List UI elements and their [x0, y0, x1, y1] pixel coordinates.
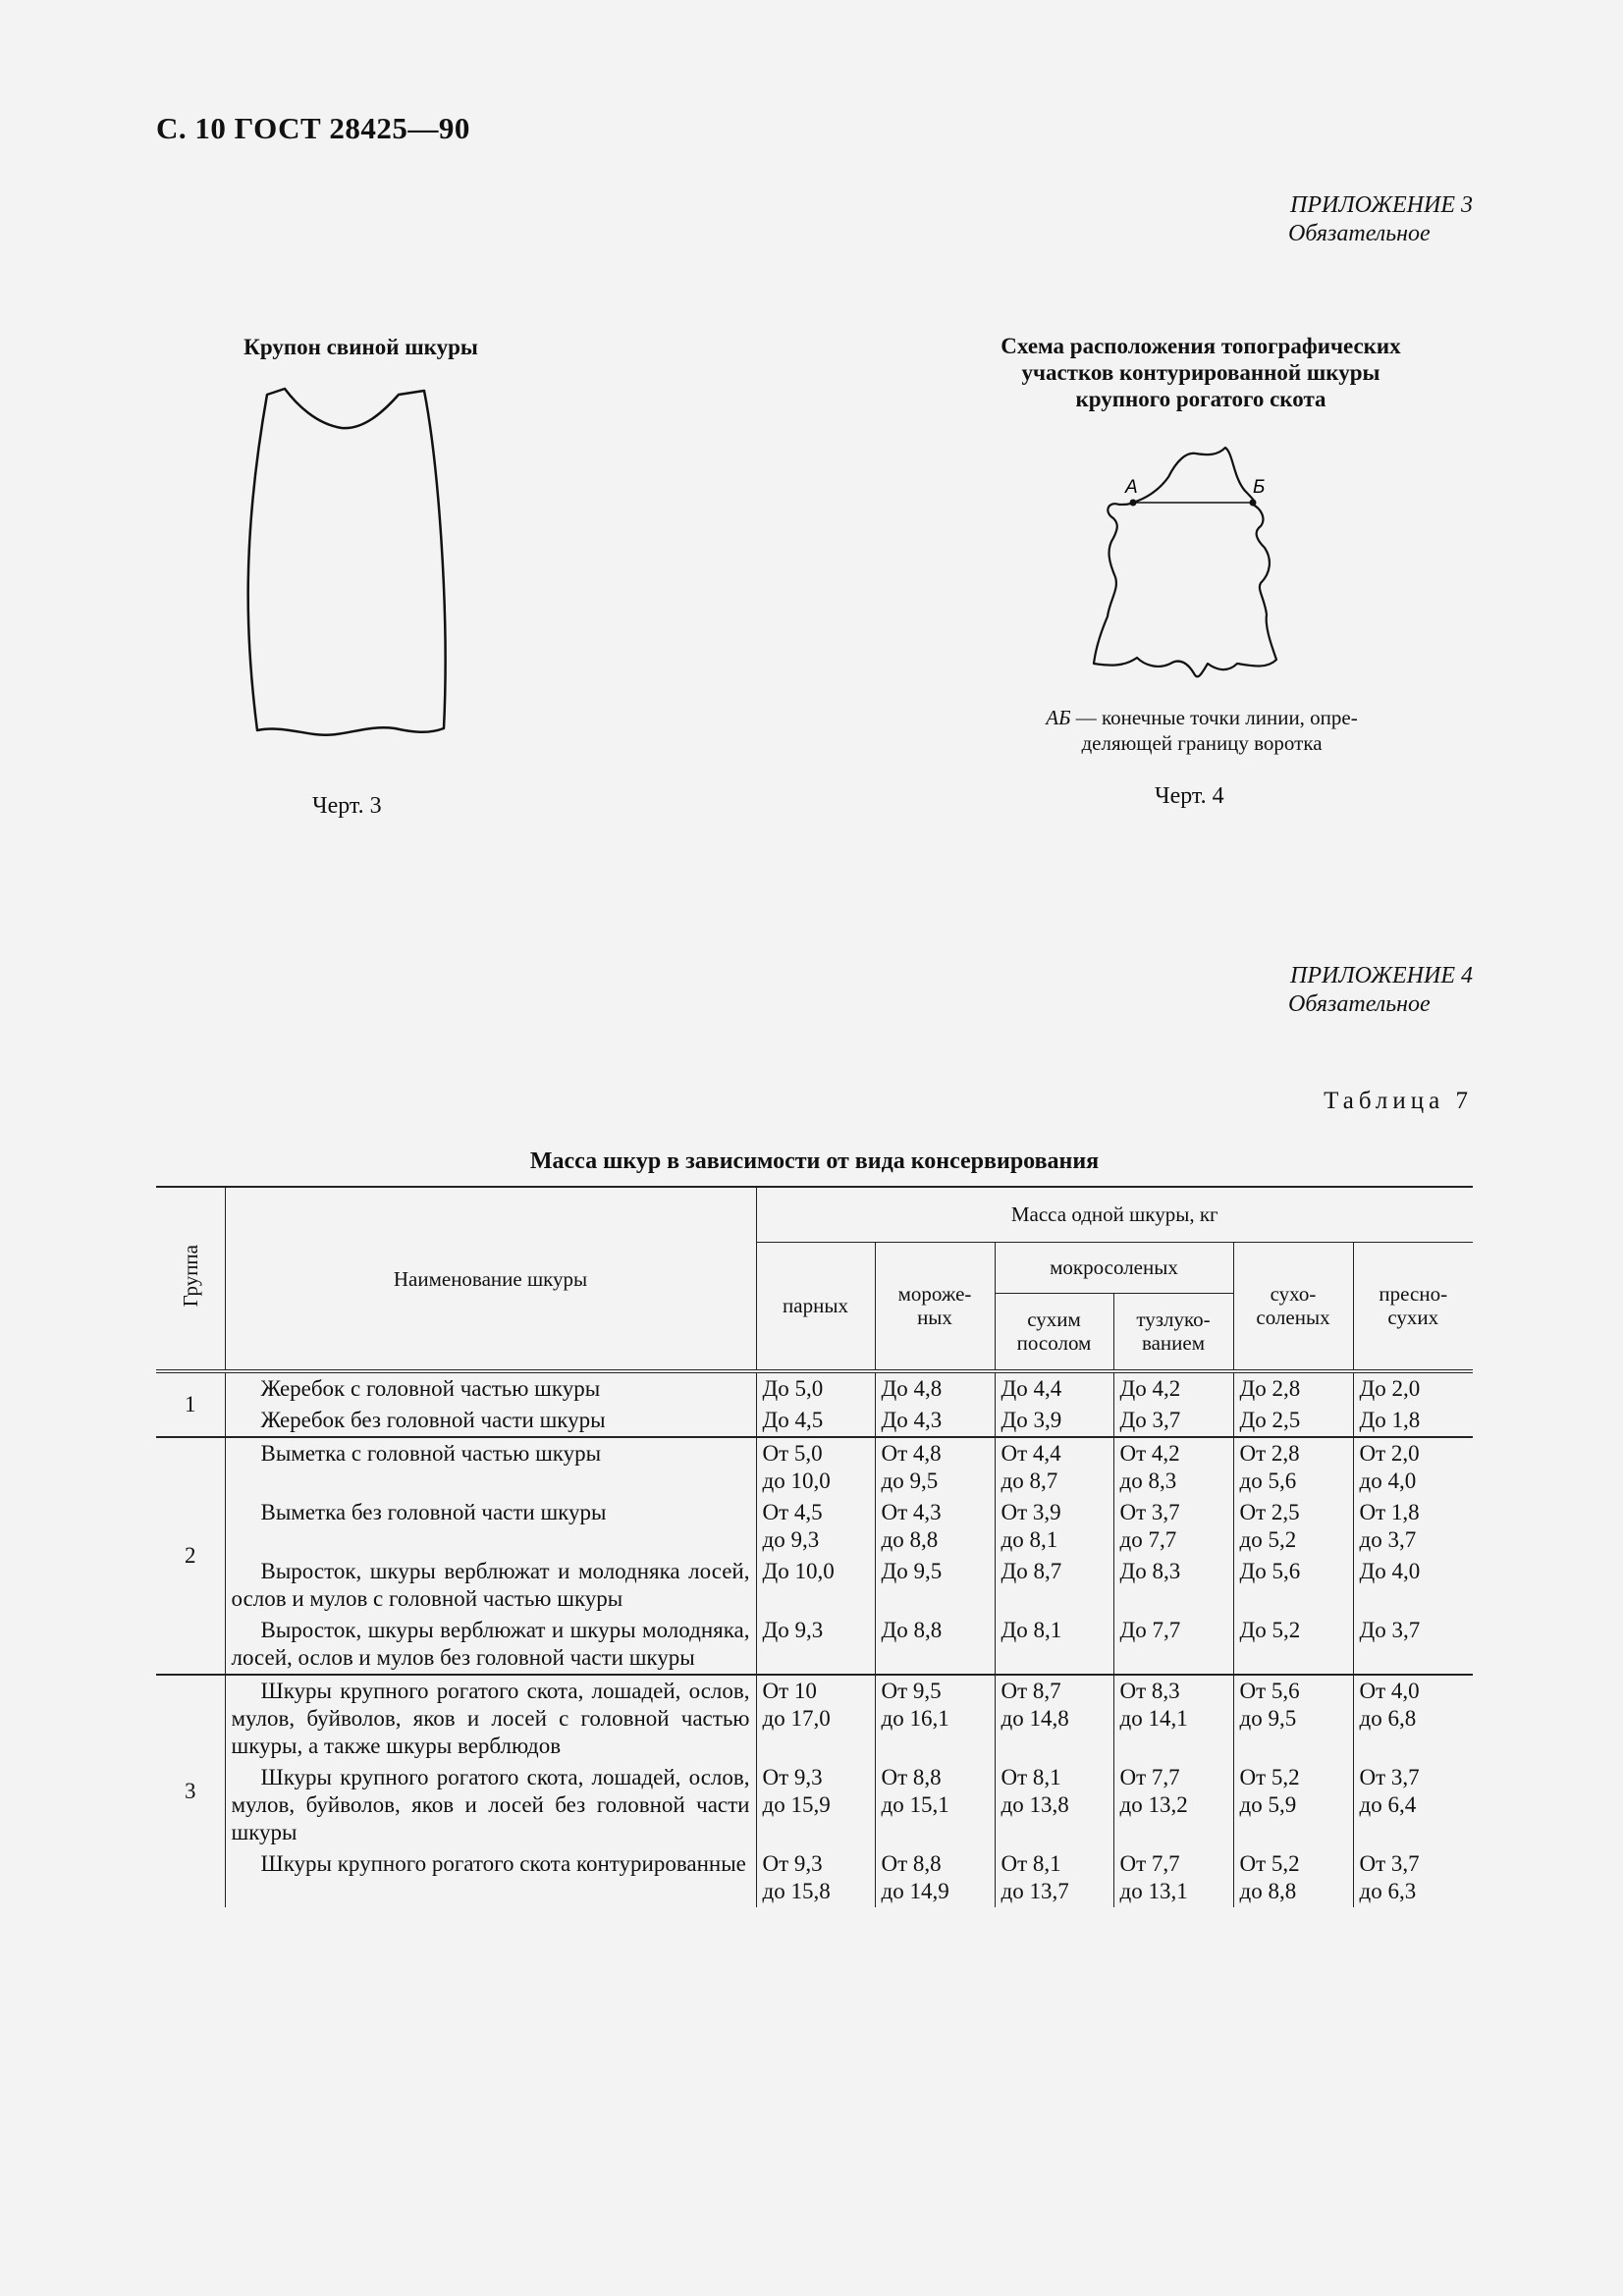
- point-b-label: Б: [1253, 477, 1266, 498]
- mass-value: От 4,2 до 8,3: [1113, 1437, 1233, 1497]
- mass-value: До 1,8: [1353, 1405, 1473, 1437]
- mass-value: От 9,5 до 16,1: [875, 1675, 995, 1762]
- header-fresh: парных: [756, 1242, 875, 1371]
- hide-name: Шкуры крупного рогатого скота, лошадей, ослов, мулов, буйволов, яков и лосей с головной частью шкуры, а также шкуры верблюдов: [225, 1675, 756, 1762]
- figure-4-title-line-3: крупного рогатого скота: [1075, 387, 1326, 411]
- mass-value: До 3,7: [1113, 1405, 1233, 1437]
- table-row: [156, 1371, 1473, 1405]
- appendix-4-title: ПРИЛОЖЕНИЕ 4: [1290, 963, 1473, 988]
- table-7-label: Таблица 7: [1324, 1088, 1473, 1114]
- mass-value: До 2,5: [1233, 1405, 1353, 1437]
- mass-value: От 4,8 до 9,5: [875, 1437, 995, 1497]
- header-mass: Масса одной шкуры, кг: [756, 1187, 1473, 1242]
- mass-value: До 4,5: [756, 1405, 875, 1437]
- mass-value: От 7,7 до 13,2: [1113, 1762, 1233, 1848]
- mass-value: От 3,7 до 7,7: [1113, 1497, 1233, 1556]
- mass-value: До 2,8: [1233, 1371, 1353, 1405]
- mass-value: От 4,4 до 8,7: [995, 1437, 1113, 1497]
- figure-4-caption: Черт. 4: [1155, 783, 1224, 809]
- table-row: [156, 1615, 1473, 1675]
- hide-name: Выросток, шкуры верблюжат и молодняка лосей, ослов и мулов с головной частью шкуры: [225, 1556, 756, 1615]
- table-7-title: Масса шкур в зависимости от вида консервирования: [529, 1148, 1100, 1174]
- mass-value: До 4,4: [995, 1371, 1113, 1405]
- mass-value: От 3,7 до 6,4: [1353, 1762, 1473, 1848]
- mass-value: От 9,3 до 15,8: [756, 1848, 875, 1907]
- table-row: [156, 1405, 1473, 1437]
- appendix-4-label: [1288, 962, 1473, 1019]
- mass-value: От 8,1 до 13,7: [995, 1848, 1113, 1907]
- hide-name: Шкуры крупного рогатого скота контурированные: [225, 1848, 756, 1907]
- mass-value: От 2,8 до 5,6: [1233, 1437, 1353, 1497]
- hide-name: Выросток, шкуры верблюжат и шкуры молодняка, лосей, ослов и мулов без головной части шкуры: [225, 1615, 756, 1675]
- appendix-3-title: ПРИЛОЖЕНИЕ 3: [1290, 192, 1473, 218]
- mass-value: До 5,0: [756, 1371, 875, 1405]
- mass-value: От 9,3 до 15,9: [756, 1762, 875, 1848]
- mass-value: От 8,8 до 15,1: [875, 1762, 995, 1848]
- mass-value: До 4,8: [875, 1371, 995, 1405]
- header-frozen: мороже- ных: [875, 1242, 995, 1371]
- mass-value: До 9,5: [875, 1556, 995, 1615]
- figure-4-title-line-2: участков контурированной шкуры: [1021, 360, 1380, 385]
- hide-name: Выметка без головной части шкуры: [225, 1497, 756, 1556]
- mass-value: От 3,7 до 6,3: [1353, 1848, 1473, 1907]
- mass-value: От 3,9 до 8,1: [995, 1497, 1113, 1556]
- point-a-label: А: [1125, 477, 1138, 498]
- header-dry-salt: сухим посолом: [995, 1293, 1113, 1371]
- page-header: С. 10 ГОСТ 28425—90: [156, 111, 470, 145]
- figure-4-note: [1005, 705, 1398, 756]
- mass-value: До 5,2: [1233, 1615, 1353, 1675]
- mass-value: До 2,0: [1353, 1371, 1473, 1405]
- table-row: [156, 1556, 1473, 1615]
- header-fresh-dry: пресно- сухих: [1353, 1242, 1473, 1371]
- cattle-hide-scheme: [1080, 442, 1306, 687]
- mass-value: До 5,6: [1233, 1556, 1353, 1615]
- mass-value: До 4,2: [1113, 1371, 1233, 1405]
- mass-value: От 4,5 до 9,3: [756, 1497, 875, 1556]
- figure-4-title-line-1: Схема расположения топографических: [1001, 334, 1401, 358]
- mass-value: От 5,6 до 9,5: [1233, 1675, 1353, 1762]
- mass-value: От 5,0 до 10,0: [756, 1437, 875, 1497]
- mass-value: От 5,2 до 5,9: [1233, 1762, 1353, 1848]
- header-dry-salted: сухо- соленых: [1233, 1242, 1353, 1371]
- mass-value: До 8,1: [995, 1615, 1113, 1675]
- appendix-3-label: [1288, 191, 1473, 248]
- table-row: [156, 1437, 1473, 1497]
- mass-value: До 3,9: [995, 1405, 1113, 1437]
- note-text-1: — конечные точки линии, опре-: [1070, 706, 1358, 729]
- figure-4-title: [913, 333, 1488, 412]
- mass-value: До 9,3: [756, 1615, 875, 1675]
- hide-name: Жеребок с головной частью шкуры: [225, 1371, 756, 1405]
- mass-value: От 4,3 до 8,8: [875, 1497, 995, 1556]
- mass-value: От 8,8 до 14,9: [875, 1848, 995, 1907]
- mass-value: От 2,0 до 4,0: [1353, 1437, 1473, 1497]
- table-7: [156, 1186, 1473, 1907]
- mass-value: До 4,3: [875, 1405, 995, 1437]
- figure-3-title: Крупон свиной шкуры: [243, 335, 478, 359]
- mass-value: От 7,7 до 13,1: [1113, 1848, 1233, 1907]
- mass-value: До 3,7: [1353, 1615, 1473, 1675]
- header-name: Наименование шкуры: [225, 1187, 756, 1371]
- header-wet-salted: мокросоленых: [995, 1242, 1233, 1293]
- mass-value: До 8,7: [995, 1556, 1113, 1615]
- hide-name: Жеребок без головной части шкуры: [225, 1405, 756, 1437]
- header-brine: тузлуко- ванием: [1113, 1293, 1233, 1371]
- table-row: [156, 1762, 1473, 1848]
- mass-value: До 8,8: [875, 1615, 995, 1675]
- hide-name: Выметка с головной частью шкуры: [225, 1437, 756, 1497]
- header-group: Группа: [156, 1187, 225, 1371]
- hide-name: Шкуры крупного рогатого скота, лошадей, ослов, мулов, буйволов, яков и лосей без головной части шкуры: [225, 1762, 756, 1848]
- mass-value: От 8,7 до 14,8: [995, 1675, 1113, 1762]
- group-number: 1: [156, 1371, 225, 1437]
- mass-value: До 7,7: [1113, 1615, 1233, 1675]
- mass-value: От 5,2 до 8,8: [1233, 1848, 1353, 1907]
- mass-value: От 8,1 до 13,8: [995, 1762, 1113, 1848]
- note-ab-symbol: АБ: [1046, 706, 1071, 729]
- mass-value: От 1,8 до 3,7: [1353, 1497, 1473, 1556]
- mass-value: До 8,3: [1113, 1556, 1233, 1615]
- group-number: 3: [156, 1675, 225, 1907]
- mass-value: От 8,3 до 14,1: [1113, 1675, 1233, 1762]
- mass-value: От 10 до 17,0: [756, 1675, 875, 1762]
- mass-value: До 4,0: [1353, 1556, 1473, 1615]
- mass-value: До 10,0: [756, 1556, 875, 1615]
- table-row: [156, 1848, 1473, 1907]
- group-number: 2: [156, 1437, 225, 1675]
- appendix-4-status: Обязательное: [1288, 991, 1431, 1017]
- pig-croupon-figure: [236, 383, 481, 746]
- note-text-2: деляющей границу воротка: [1081, 731, 1323, 755]
- mass-value: От 4,0 до 6,8: [1353, 1675, 1473, 1762]
- table-row: [156, 1675, 1473, 1762]
- table-row: [156, 1497, 1473, 1556]
- figure-3-caption: Черт. 3: [312, 793, 382, 819]
- mass-value: От 2,5 до 5,2: [1233, 1497, 1353, 1556]
- appendix-3-status: Обязательное: [1288, 221, 1431, 246]
